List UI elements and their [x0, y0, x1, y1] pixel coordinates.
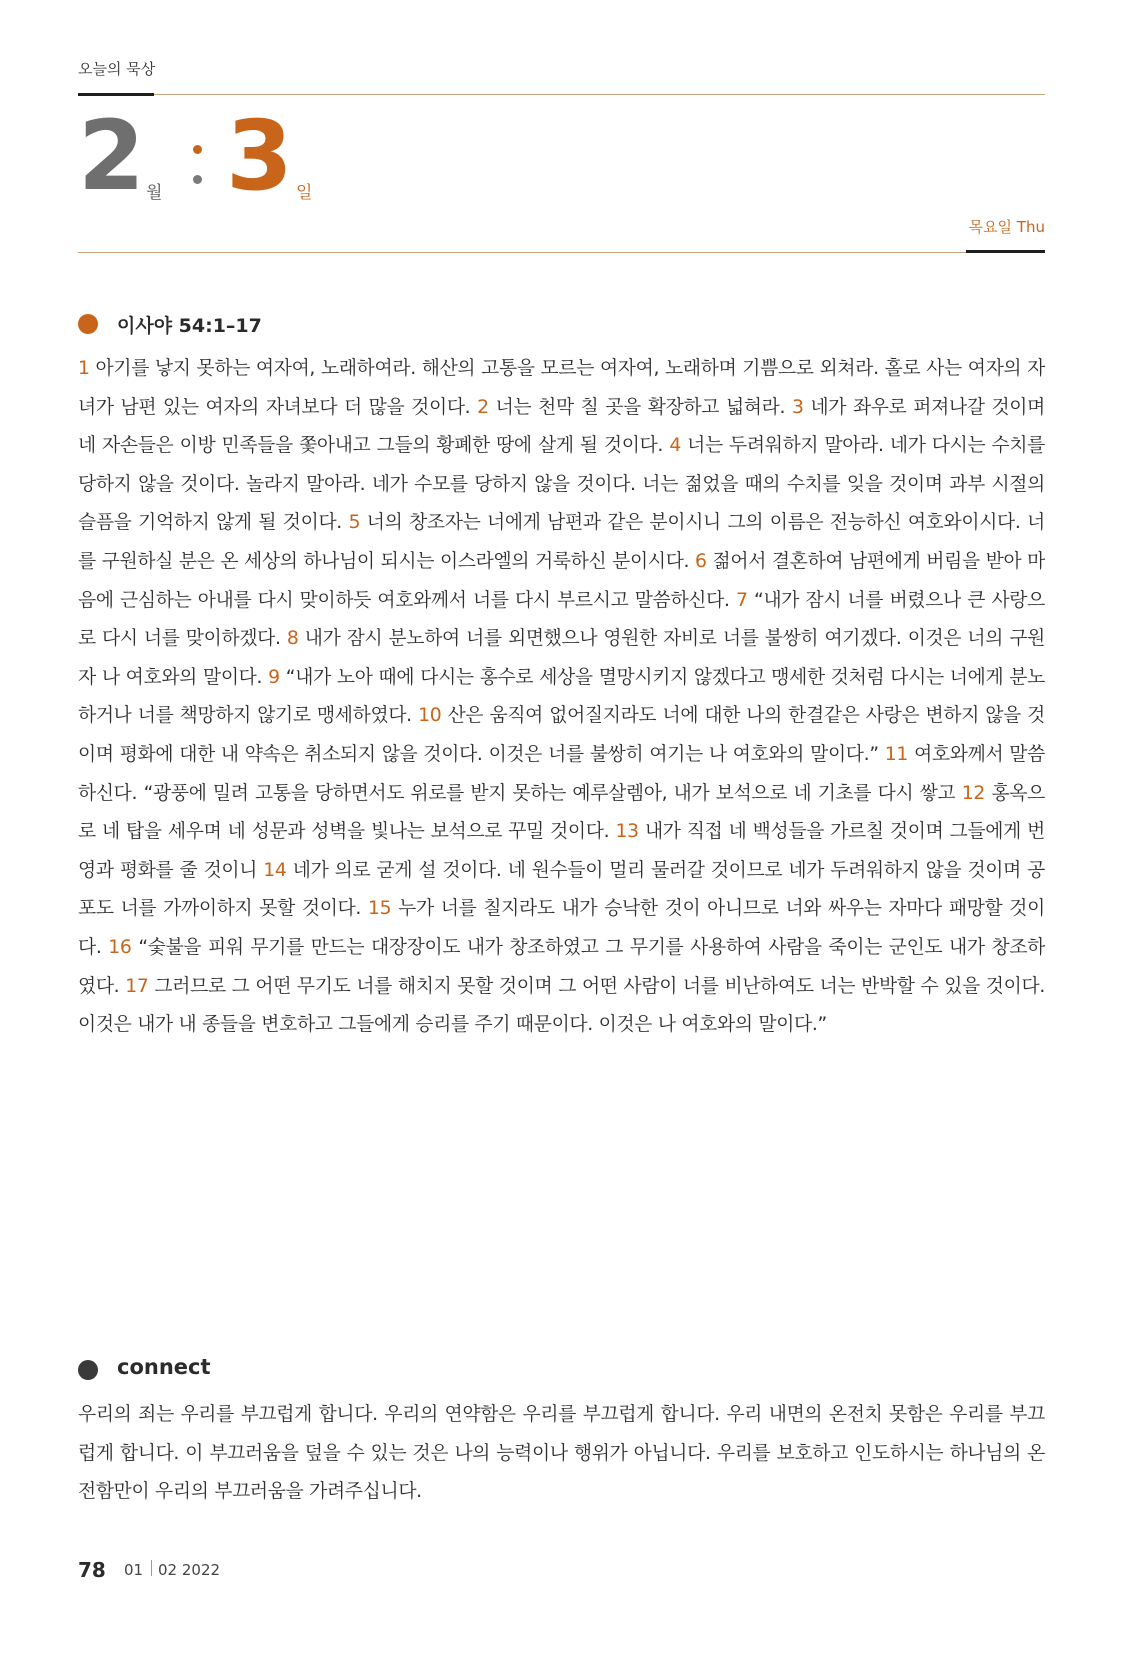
verse-text: 아기를 낳지 못하는 여자여, 노래하여라. 해산의 고통을 모르는 여자여, 노래하며 기쁨으로 외쳐라. 홀로 사는 여자의 자녀가 남편 있는 여자의 자녀보다 더 많을 것이다. [78, 358, 1045, 418]
date-rule [78, 252, 966, 253]
colon-dot-bottom [193, 175, 202, 184]
date-day-label: 일 [296, 183, 313, 203]
verse-text: 누가 너를 칠지라도 내가 승낙한 것이 아니므로 너와 싸우는 자마다 패망할 것이다. [78, 898, 1045, 958]
verse-text: “숯불을 피워 무기를 만드는 대장장이도 내가 창조하였고 그 무기를 사용하여 사람을 죽이는 군인도 내가 창조하였다. [78, 936, 1046, 997]
header-rule-accent [78, 93, 154, 96]
date-month-label: 월 [146, 183, 163, 203]
verse-text: 내가 잠시 분노하여 너를 외면했으나 영원한 자비로 너를 불쌍히 여기겠다. 이것은 너의 구원자 나 여호와의 말이다. [78, 628, 1046, 688]
verse-text: 네가 좌우로 퍼져나갈 것이며 네 자손들은 이방 민족들을 쫓아내고 그들의 황폐한 땅에 살게 될 것이다. [78, 396, 1045, 457]
date-colon-icon [193, 132, 203, 202]
verse-text: 홍옥으로 네 탑을 세우며 네 성문과 성벽을 빛나는 보석으로 꾸밀 것이다. [78, 782, 1045, 843]
issue-month: 01 [124, 1561, 144, 1579]
verse-number: 10 [418, 705, 442, 727]
verse-text: 젊어서 결혼하여 남편에게 버림을 받아 마음에 근심하는 아내를 다시 맞이하듯 여호와께서 너를 다시 부르시고 말씀하신다. [78, 550, 1045, 611]
verse-number: 3 [791, 396, 804, 418]
issue-separator [151, 1560, 152, 1576]
verse-number: 13 [615, 821, 639, 843]
date-rule-accent [966, 250, 1045, 253]
weekday-label: 목요일 Thu [968, 218, 1045, 236]
verse-number: 11 [884, 743, 909, 765]
verse-number: 1 [78, 358, 90, 379]
section-label: 오늘의 묵상 [78, 60, 156, 78]
verse-text: 너의 창조자는 너에게 남편과 같은 분이시니 그의 이름은 전능하신 여호와이시다. 너를 구원하실 분은 온 세상의 하나님이 되시는 이스라엘의 거룩하신 분이시다. [78, 512, 1045, 572]
passage-text [78, 350, 1045, 1045]
verse-number: 4 [669, 435, 681, 457]
verse-number: 16 [108, 936, 132, 958]
verse-text: 여호와께서 말씀하신다. “광풍에 밀려 고통을 당하면서도 위로를 받지 못하는 예루살렘아, 내가 보석으로 네 기초를 다시 쌓고 [78, 743, 1045, 804]
verse-text: 산은 움직여 없어질지라도 너에 대한 나의 한결같은 사랑은 변하지 않을 것이며 평화에 대한 내 약속은 취소되지 않을 것이다. 이것은 너를 불쌍히 여기는 나 여호와의 말이다.” [78, 705, 1045, 765]
colon-dot-top [193, 145, 202, 154]
date-day: 3 [226, 100, 291, 212]
date-month: 2 [78, 100, 143, 212]
verse-text: 그러므로 그 어떤 무기도 너를 해치지 못할 것이며 그 어떤 사람이 너를 비난하여도 너는 반박할 수 있을 것이다. 이것은 내가 내 종들을 변호하고 그들에게 승리를 주기 때문이다. 이것은 나 여호와의 말이다.” [78, 975, 1045, 1036]
page-number: 78 [78, 1558, 106, 1582]
verse-text: “내가 노아 때에 다시는 홍수로 세상을 멸망시키지 않겠다고 맹세한 것처럼 다시는 너에게 분노하거나 너를 책망하지 않기로 맹세하였다. [78, 666, 1045, 727]
passage-reference: 이사야 54:1–17 [117, 315, 262, 337]
verse-text: “내가 잠시 너를 버렸으나 큰 사랑으로 다시 너를 맞이하겠다. [78, 589, 1045, 650]
verse-number: 14 [263, 859, 287, 881]
verse-number: 17 [125, 975, 149, 997]
verse-text: 내가 직접 네 백성들을 가르칠 것이며 그들에게 번영과 평화를 줄 것이니 [78, 821, 1046, 881]
verse-number: 8 [286, 628, 299, 650]
passage-bullet-icon [78, 314, 98, 334]
verse-number: 5 [348, 512, 361, 534]
verse-number: 6 [695, 550, 707, 572]
verse-number: 12 [961, 782, 986, 804]
verse-text: 너는 두려워하지 말아라. 네가 다시는 수치를 당하지 않을 것이다. 놀라지 말아라. 네가 수모를 당하지 않을 것이다. 너는 젊었을 때의 수치를 잊을 것이며 과부 시절의 슬픔을 기억하지 않게 될 것이다. [78, 435, 1046, 534]
connect-title: connect [117, 1355, 211, 1379]
verse-number: 2 [477, 396, 489, 418]
header-rule [154, 94, 1045, 95]
issue-year: 02 2022 [158, 1561, 221, 1579]
verse-number: 15 [367, 898, 392, 920]
connect-bullet-icon [78, 1360, 98, 1380]
verse-text: 너는 천막 칠 곳을 확장하고 넓혀라. [488, 396, 792, 418]
verse-text: 네가 의로 굳게 설 것이다. 네 원수들이 멀리 물러갈 것이므로 네가 두려워하지 않을 것이며 공포도 너를 가까이하지 못할 것이다. [78, 859, 1046, 920]
verse-number: 7 [736, 589, 748, 611]
connect-text: 우리의 죄는 우리를 부끄럽게 합니다. 우리의 연약함은 우리를 부끄럽게 합니다. 우리 내면의 온전치 못함은 우리를 부끄럽게 합니다. 이 부끄러움을 덮을 수 있는 것은 나의 능력이나 행위가 아닙니다. 우리를 보호하고 인도하시는 하나님의 온전함만이 우리의 부끄러움을 가려주십니다. [78, 1404, 1045, 1503]
verse-number: 9 [268, 666, 280, 688]
